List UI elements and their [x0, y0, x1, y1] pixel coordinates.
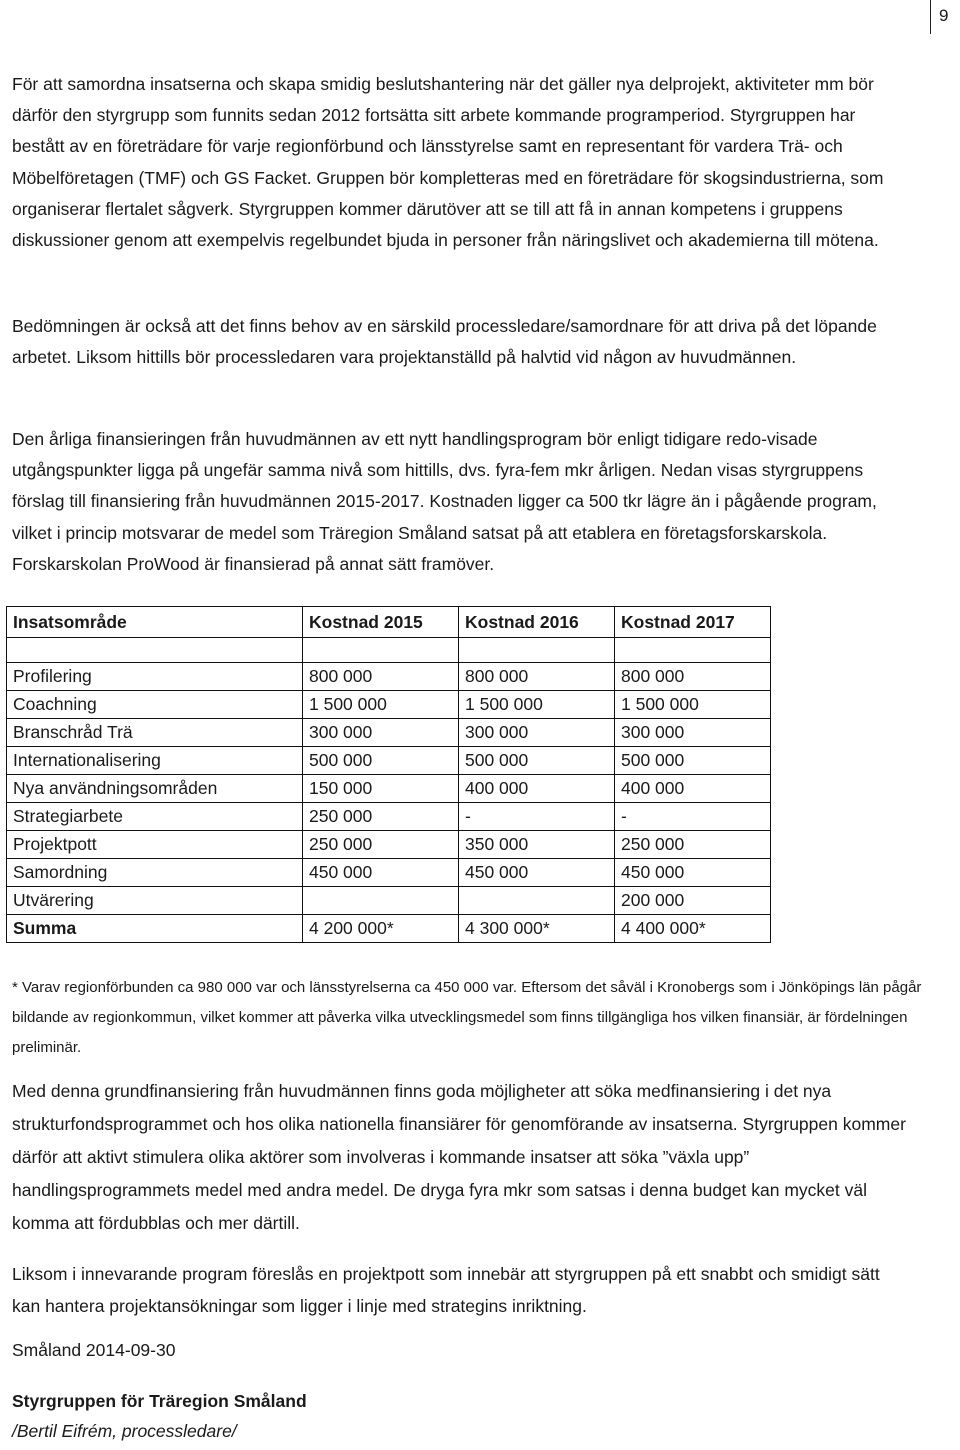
cell-2015: 150 000 [303, 775, 459, 803]
table-spacer-row [7, 638, 771, 663]
total-label: Summa [7, 915, 303, 943]
signature-person: /Bertil Eifrém, processledare/ [12, 1421, 237, 1441]
cell-2015: 500 000 [303, 747, 459, 775]
table-row [7, 887, 771, 915]
total-2016: 4 300 000* [459, 915, 615, 943]
cell-2016 [459, 887, 615, 915]
cell-2015 [303, 887, 459, 915]
row-label: Samordning [7, 859, 303, 887]
cell-2016: 500 000 [459, 747, 615, 775]
row-label: Utvärering [7, 887, 303, 915]
paragraph-co-financing: Med denna grundfinansiering från huvudmännen finns goda möjligheter att söka medfinansiering i det nya strukturfondsprogrammet och hos olika nationella finansiärer för genomförande av insatserna. Styrgruppen kommer därför att aktivt stimulera olika aktörer som involveras i kommande insatser att söka ”växla upp” handlingsprogrammets medel med andra medel. De dryga fyra mkr som satsas i denna budget kan mycket väl komma att fördubblas och mer därtill. [12, 1081, 906, 1233]
paragraph-financing: Den årliga finansieringen från huvudmännen av ett nytt handlingsprogram bör enligt tidigare redo-visade utgångspunkter ligga på ungefär samma nivå som hittills, dvs. fyra-fem mkr årligen. Nedan visas styrgruppens förslag till finansiering från huvudmännen 2015-2017. Kostnaden ligger ca 500 tkr lägre än i pågående program, vilket i princip motsvarar de medel som Träregion Småland satsat på att etablera en företagsforskarskola. Forskarskolan ProWood är finansierad på annat sätt framöver. [12, 429, 877, 574]
signature-organization: Styrgruppen för Träregion Småland [12, 1391, 307, 1411]
cell-2017: 400 000 [615, 775, 771, 803]
table-row [7, 803, 771, 831]
page-number-box [930, 0, 960, 34]
cell-2016: 350 000 [459, 831, 615, 859]
cell-2016: 800 000 [459, 663, 615, 691]
cell-2017: 500 000 [615, 747, 771, 775]
cell-2015: 300 000 [303, 719, 459, 747]
row-label: Branschråd Trä [7, 719, 303, 747]
table-row [7, 831, 771, 859]
budget-table [6, 606, 771, 943]
row-label: Projektpott [7, 831, 303, 859]
total-2017: 4 400 000* [615, 915, 771, 943]
table-row [7, 719, 771, 747]
cell-2016: 450 000 [459, 859, 615, 887]
cell-2017: 800 000 [615, 663, 771, 691]
row-label: Coachning [7, 691, 303, 719]
page-number: 9 [939, 6, 949, 25]
table-total-row [7, 915, 771, 943]
signature-date: Småland 2014-09-30 [12, 1340, 176, 1360]
cell-2015: 250 000 [303, 803, 459, 831]
table-row [7, 775, 771, 803]
cell-2017: 250 000 [615, 831, 771, 859]
cell-2015: 800 000 [303, 663, 459, 691]
header-area: Insatsområde [7, 607, 303, 638]
row-label: Nya användningsområden [7, 775, 303, 803]
cell-2015: 450 000 [303, 859, 459, 887]
cell-2016: 300 000 [459, 719, 615, 747]
cell-2017: 200 000 [615, 887, 771, 915]
total-2015: 4 200 000* [303, 915, 459, 943]
cell-2017: 1 500 000 [615, 691, 771, 719]
cell-2016: 1 500 000 [459, 691, 615, 719]
row-label: Internationalisering [7, 747, 303, 775]
header-cost-2015: Kostnad 2015 [303, 607, 459, 638]
header-cost-2016: Kostnad 2016 [459, 607, 615, 638]
cell-2015: 250 000 [303, 831, 459, 859]
cell-2017: - [615, 803, 771, 831]
table-row [7, 663, 771, 691]
cell-2017: 450 000 [615, 859, 771, 887]
table-row [7, 747, 771, 775]
header-cost-2017: Kostnad 2017 [615, 607, 771, 638]
row-label: Profilering [7, 663, 303, 691]
cell-2016: 400 000 [459, 775, 615, 803]
table-header-row [7, 607, 771, 638]
row-label: Strategiarbete [7, 803, 303, 831]
table-row [7, 859, 771, 887]
paragraph-steering-group: För att samordna insatserna och skapa smidig beslutshantering när det gäller nya delprojekt, aktiviteter mm bör därför den styrgrupp som funnits sedan 2012 fortsätta sitt arbete kommande programperiod. Styrgruppen har bestått av en företrädare för varje regionförbund och länsstyrelse samt en representant för vardera Trä- och Möbelföretagen (TMF) och GS Facket. Gruppen bör kompletteras med en företrädare för skogsindustrierna, som organiserar flertalet sågverk. Styrgruppen kommer därutöver att se till att få in annan kompetens i gruppens diskussioner genom att exempelvis regelbundet bjuda in personer från näringslivet och akademierna till mötena. [12, 74, 884, 251]
cell-2017: 300 000 [615, 719, 771, 747]
paragraph-process-leader: Bedömningen är också att det finns behov av en särskild processledare/samordnare för att driva på det löpande arbetet. Liksom hittills bör processledaren vara projektanställd på halvtid vid någon av huvudmännen. [12, 316, 877, 368]
cell-2015: 1 500 000 [303, 691, 459, 719]
paragraph-project-pot: Liksom i innevarande program föreslås en projektpott som innebär att styrgruppen på ett snabbt och smidigt sätt kan hantera projektansökningar som ligger i linje med strategins inriktning. [12, 1264, 880, 1316]
table-row [7, 691, 771, 719]
table-footnote: * Varav regionförbunden ca 980 000 var och länsstyrelserna ca 450 000 var. Eftersom det såväl i Kronobergs som i Jönköpings län pågår bildande av regionkommun, vilket kommer att påverka vilka utvecklingsmedel som finns tillgängliga hos vilken finansiär, är fördelningen preliminär. [12, 979, 922, 1056]
cell-2016: - [459, 803, 615, 831]
